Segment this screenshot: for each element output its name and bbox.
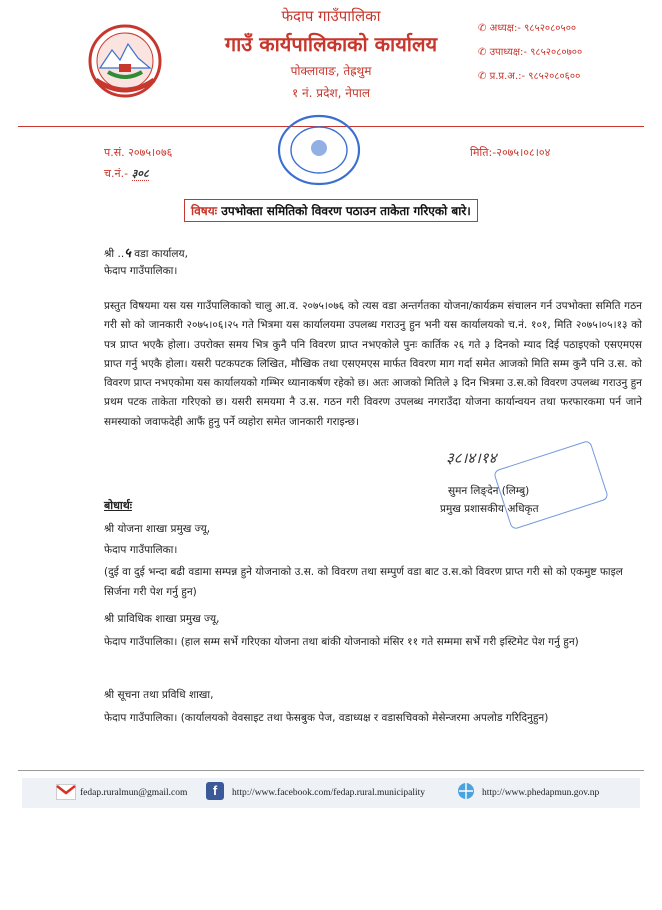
chalani-label: च.नं.- [104,167,129,180]
footer-website[interactable]: http://www.phedapmun.gov.np [482,788,600,798]
phone-chair: ✆ अध्यक्ष:- ९८५२०८०५०० [478,23,577,34]
phone-vice-chair: ✆ उपाध्यक्ष:- ९८५२०८०७०० [478,47,583,58]
ward-number: ५ [124,246,131,261]
phone-number: ९८५२०८०५०० [524,23,577,34]
cc-item-2-line2: फेदाप गाउँपालिका। (हाल सम्म सर्भे गरिएका योजना तथा बांकी योजनाको मंसिर ११ गते सम्ममा सर्भे गरी इस्टिमेट पेश गर्नु हुन) [104,636,579,648]
letter-body: प्रस्तुत विषयमा यस यस गाउँपालिकाको चालु आ.व. २०७५।०७६ को त्यस वडा अन्तर्गतका योजना/कार्यक्रम संचालन गर्न उपभोक्ता समिति गठन गरी सो को जानकारी २०७५।०६।२५ गते भित्रमा यस कार्यालयमा उपलब्ध गराउनु हुन भनी यस कार्यालयको च.नं. १०१, मिति २०७५।०५।१३ को पत्र प्राप्त भएकै होला। उपरोक्त समय भित्र कुनै पनि विवरण प्राप्त नभएकोले पुनः कार्तिक २६ गते ३ दिनको म्याद दिई पठाइएको एसएमएस प्राप्त गर्नु भएकै होला। यसरी पटकपटक लिखित, मौखिक तथा एसएमएस मार्फत विवरण माग गर्दा समेत आजको मिति सम्म कुनै पनि उ.स. को विवरण प्राप्त नभएकोमा यस कार्यालयको गम्भिर ध्यानाकर्षण रहेको छ। अतः आजको मितिले ३ दिन भित्रमा उ.स.को विवरण उपलब्ध गराउनु हुन प्रथम पटक ताकेता गरिएको छ। यसरी समयमा नै उ.स. गठन गरी विवरण उपलब्ध नगराउँदा योजना कार्यान्वयन तथा फरफारकमा पर्न जाने समस्याको जवाफदेही आफैं हुनु पर्ने व्यहोरा समेत जानकारी गराइन्छ। [104,300,642,428]
office-title: गाउँ कार्यपालिकाको कार्यालय [224,32,438,56]
addressee-line2: फेदाप गाउँपालिका। [104,265,178,277]
province-line: १ नं. प्रदेश, नेपाल [291,86,371,100]
phone-icon: ✆ [478,23,490,34]
cc-item-2-line1: श्री प्राविधिक शाखा प्रमुख ज्यू, [104,613,220,625]
patra-sankhya: प.सं. २०७५।०७६ [104,146,173,159]
facebook-icon: f [206,782,224,800]
addressee-prefix: श्री .. [104,248,125,260]
phone-number: ९८५२०८०६०० [528,71,581,82]
phone-label: उपाध्यक्ष [489,47,521,58]
cc-heading: बोधार्थः [104,499,132,512]
signature-handwriting [446,448,496,468]
cc-item-1-line1: श्री योजना शाखा प्रमुख ज्यू, [104,523,211,535]
phone-icon: ✆ [478,71,490,82]
footer-divider [18,770,644,771]
addressee-line1 [104,243,188,261]
signature-scribble: ३८।४।१४ [446,449,497,467]
cc-item-1-note: (दुई वा दुई भन्दा बढी वडामा सम्पन्न हुने योजनाको उ.स. को विवरण तथा सम्पुर्ण वडा बाट उ.स.को विवरण प्राप्त गरी सो को एकमुष्ट फाइल सिर्जना गरी पेश गर्नु हुन) [104,566,623,598]
gmail-icon [56,784,76,804]
signatory-title: प्रमुख प्रशासकीय अधिकृत [440,503,539,515]
phone-label: प्र.प्र.अ. [489,71,519,82]
date: मिति:-२०७५।०८।०४ [470,146,551,159]
phone-label: अध्यक्ष [489,23,514,34]
phone-number: ९८५२०८०७०० [530,47,583,58]
cc-item-1-line2: फेदाप गाउँपालिका। [104,544,178,556]
chalani-number [104,166,149,181]
addressee-suffix: वडा कार्यालय, [134,248,188,260]
phone-icon: ✆ [478,47,490,58]
website-icon [456,782,476,804]
subject-text: उपभोक्ता समितिको विवरण पठाउन ताकेता गरिएको बारे। [221,204,471,218]
chalani-value: ३०८ [131,167,149,180]
signatory-name: सुमन लिङ्देन (लिम्बु) [448,485,530,497]
subject-line [184,199,478,222]
office-address: पोक्लावाङ, तेह्रथुम [290,64,372,78]
cc-item-3-line2: फेदाप गाउँपालिका। (कार्यालयको वेवसाइट तथा फेसबुक पेज, वडाध्यक्ष र वडासचिवको मेसेन्जरमा अपलोड गरिदिनुहुन) [104,712,549,724]
cc-item-3-line1: श्री सूचना तथा प्रविधि शाखा, [104,689,214,701]
office-stamp [274,112,364,192]
footer-email[interactable]: fedap.ruralmun@gmail.com [80,788,188,798]
subject-label: विषयः [191,204,218,218]
municipality-name: फेदाप गाउँपालिका [281,7,381,25]
footer-facebook[interactable]: http://www.facebook.com/fedap.rural.municipality [232,788,426,798]
phone-cao: ✆ प्र.प्र.अ.:- ९८५२०८०६०० [478,71,581,82]
